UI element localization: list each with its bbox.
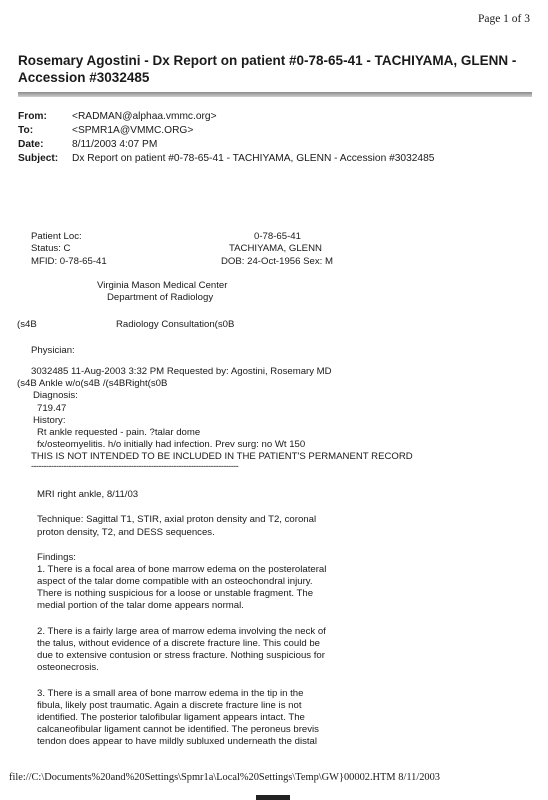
physician-label: Physician: bbox=[31, 345, 75, 356]
subject-value: Dx Report on patient #0-78-65-41 - TACHIYAMA, GLENN - Accession #3032485 bbox=[72, 153, 435, 164]
technique-line: proton density, T2, and DESS sequences. bbox=[37, 527, 215, 538]
patient-id: 0-78-65-41 bbox=[254, 231, 301, 242]
finding-line: calcaneofibular ligament cannot be identified. The peroneus brevis bbox=[37, 724, 319, 735]
finding-line: 2. There is a fairly large area of marrow edema involving the neck of bbox=[37, 626, 326, 637]
department-name: Department of Radiology bbox=[107, 292, 214, 303]
patient-mfid: MFID: 0-78-65-41 bbox=[31, 256, 107, 267]
finding-line: There is nothing suspicious for a loose or unstable fragment. The bbox=[37, 588, 314, 599]
date-label: Date: bbox=[18, 139, 44, 150]
findings-label: Findings: bbox=[37, 552, 76, 563]
title-divider bbox=[18, 92, 532, 97]
record-warning: THIS IS NOT INTENDED TO BE INCLUDED IN THE PATIENT'S PERMANENT RECORD bbox=[31, 451, 413, 462]
date-value: 8/11/2003 4:07 PM bbox=[72, 139, 158, 150]
separator-dashes: ----------------------------------------------------------------------------------- bbox=[31, 461, 239, 471]
history-line: Rt ankle requested - pain. ?talar dome bbox=[37, 427, 201, 438]
history-line: fx/osteomyelitis. h/o initially had infection. Prev surg: no Wt 150 bbox=[37, 439, 306, 450]
finding-line: 3. There is a small area of bone marrow edema in the tip in the bbox=[37, 688, 304, 699]
exam-procedure: (s4B Ankle w/o(s4B /(s4BRight(s0B bbox=[17, 378, 168, 389]
finding-line: identified. The posterior talofibular ligament appears intact. The bbox=[37, 712, 305, 723]
finding-line: the talus, without evidence of a discrete fracture line. This could be bbox=[37, 638, 320, 649]
finding-line: osteonecrosis. bbox=[37, 662, 99, 673]
technique-line: Technique: Sagittal T1, STIR, axial proton density and T2, coronal bbox=[37, 514, 317, 525]
finding-line: 1. There is a focal area of bone marrow edema on the posterolateral bbox=[37, 564, 327, 575]
exam-line: 3032485 11-Aug-2003 3:32 PM Requested by: Agostini, Rosemary MD bbox=[31, 366, 332, 377]
exam-title: MRI right ankle, 8/11/03 bbox=[37, 489, 139, 500]
report-title: Rosemary Agostini - Dx Report on patient #0-78-65-41 - TACHIYAMA, GLENN - Accession #3032485 bbox=[18, 53, 517, 85]
consult-code: (s4B bbox=[17, 319, 37, 330]
patient-name: TACHIYAMA, GLENN bbox=[229, 243, 322, 254]
from-label: From: bbox=[18, 111, 47, 122]
finding-line: medial portion of the talar dome appears normal. bbox=[37, 600, 244, 611]
finding-line: fibula, likely post traumatic. Again a discrete fracture line is not bbox=[37, 700, 302, 711]
scan-edge-mark bbox=[256, 795, 290, 800]
subject-label: Subject: bbox=[18, 153, 59, 164]
institution-name: Virginia Mason Medical Center bbox=[97, 280, 228, 291]
finding-line: aspect of the talar dome compatible with an osteochondral injury. bbox=[37, 576, 313, 587]
finding-line: tendon does appear to have mildly subluxed underneath the distal bbox=[37, 736, 318, 747]
diagnosis-label: Diagnosis: bbox=[33, 390, 78, 401]
patient-status: Status: C bbox=[31, 243, 71, 254]
to-label: To: bbox=[18, 125, 34, 136]
patient-dob: DOB: 24-Oct-1956 Sex: M bbox=[221, 256, 333, 267]
finding-line: due to extensive contusion or stress fracture. Nothing suspicious for bbox=[37, 650, 325, 661]
from-value: <RADMAN@alphaa.vmmc.org> bbox=[72, 111, 217, 122]
history-label: History: bbox=[33, 415, 66, 426]
file-path-footer: file://C:\Documents%20and%20Settings\Spmr1a\Local%20Settings\Temp\GW}00002.HTM 8/11/2003 bbox=[9, 772, 440, 783]
diagnosis-value: 719.47 bbox=[37, 403, 67, 414]
patient-loc-label: Patient Loc: bbox=[31, 231, 82, 242]
to-value: <SPMR1A@VMMC.ORG> bbox=[72, 125, 194, 136]
consult-title: Radiology Consultation(s0B bbox=[116, 319, 235, 330]
page-number: Page 1 of 3 bbox=[477, 13, 530, 25]
